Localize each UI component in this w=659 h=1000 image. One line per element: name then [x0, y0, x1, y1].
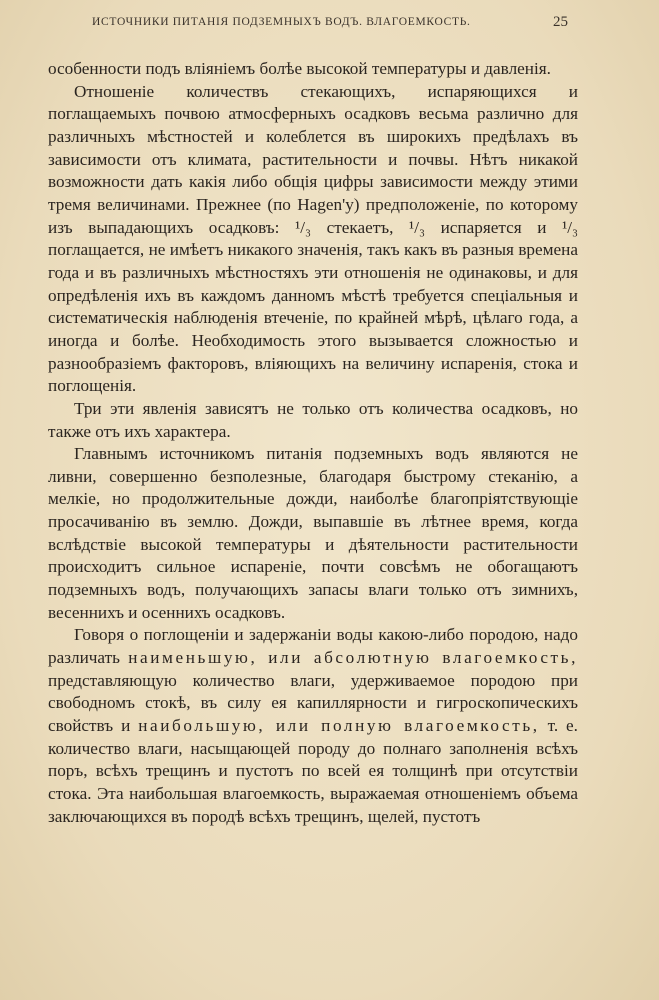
running-head: ИСТОЧНИКИ ПИТАНІЯ ПОДЗЕМНЫХЪ ВОДЪ. ВЛАГОЕМКОСТЬ. — [92, 16, 471, 28]
paragraph-5-text-a: Говоря о поглощеніи и задержаніи воды какою-либо породою, надо различать — [48, 625, 578, 668]
page-number: 25 — [553, 14, 568, 30]
paragraph-5-text-c: представляющую количество влаги, удерживаемое породою при свободномъ стокѣ, въ силу ея капиллярности и гигроскопическихъ свойствъ и — [48, 670, 578, 736]
paragraph-3: Три эти явленія зависятъ не только отъ количества осадковъ, но также отъ ихъ характера. — [48, 398, 578, 441]
paragraph-2: Отношеніе количествъ стекающихъ, испаряющихся и поглащаемыхъ почвою атмосферныхъ осадковъ весьма различно для различныхъ мѣстностей и колеблется въ широкихъ предѣлахъ въ зависимости отъ климата, растительности и почвы. Нѣтъ никакой возможности дать какія либо общія цифры зависимости между этими тремя величинами. Прежнее (по Hagen'у) предположеніе, по которому изъ выпадающихъ осадковъ: ¹/₃ стекаетъ, ¹/₃ испаряется и ¹/₃ поглащается, не имѣетъ никакого значенія, такъ какъ въ разныя времена года и въ различныхъ мѣстностяхъ эти отношенія не одинаковы, и для опредѣленія ихъ въ каждомъ данномъ мѣстѣ требуется спеціальныя и систематическія наблюденія втеченіе, по крайней мѣрѣ, цѣлаго года, а иногда и болѣе. Необходимость этого вызывается сложностью и разнообразіемъ факторовъ, вліяющихъ на величину испаренія, стока и поглощенія. — [48, 81, 578, 396]
paragraph-4: Главнымъ источникомъ питанія подземныхъ водъ являются не ливни, совершенно безполезные, благодаря быстрому стеканію, а мелкіе, но продолжительные дожди, наиболѣе благопріятствующіе просачиванію въ землю. Дожди, выпавшіе въ лѣтнее время, когда вслѣдствіе высокой температуры и дѣятельности растительности происходитъ сильное испареніе, почти совсѣмъ не обогащаютъ подземныхъ водъ, получающихъ запасы влаги только отъ зимнихъ, весеннихъ и осеннихъ осадковъ. — [48, 444, 578, 622]
paragraph-5 — [48, 624, 578, 828]
spaced-term-absolute-capacity: наименьшую, или абсолютную влагоемкость, — [128, 648, 579, 668]
spaced-term-full-capacity: наибольшую, или полную влагоемкость, — [138, 716, 540, 736]
body-text — [48, 58, 578, 828]
paragraph-1: особенности подъ вліяніемъ болѣе высокой температуры и давленія. — [48, 59, 551, 78]
paragraph-5-text-e: т. е. количество влаги, насыщающей породу до полнаго заполненія всѣхъ поръ, всѣхъ трещинъ и пустотъ по всей ея толщинѣ при отсутствіи стока. Эта наибольшая влагоемкость, выражаемая отношеніемъ объема заключающихся въ породѣ всѣхъ трещинъ, щелей, пустотъ — [48, 716, 578, 826]
